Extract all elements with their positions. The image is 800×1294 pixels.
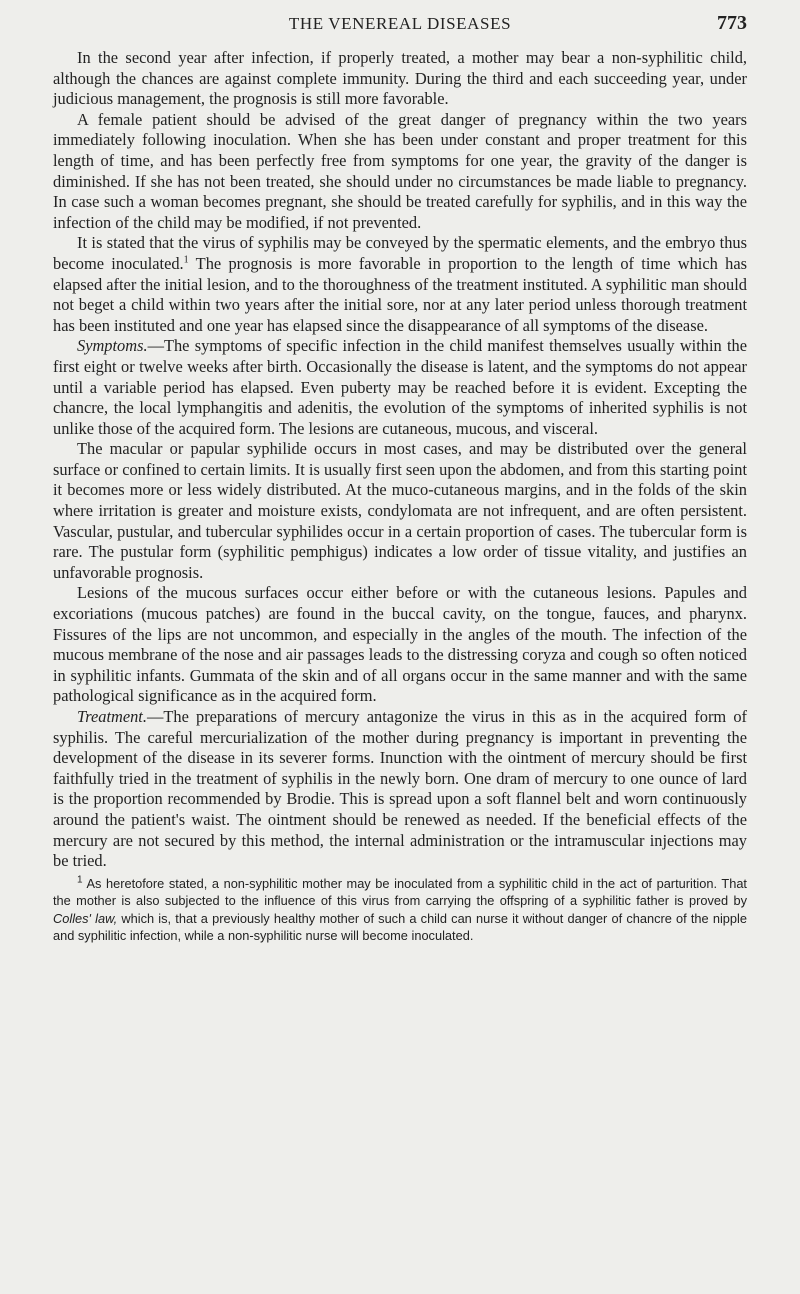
paragraph-text: —The preparations of mercury antagonize the virus in this as in the acquired form of syphilis. The careful mercurialization of the mother during pregnancy is important in preventing the development of the disease in its severer forms. Inunction with the ointment of mercury should be first faithfully tried in the treatment of syphilis in the newly born. One dram of mercury to one ounce of lard is the proportion recommended by Brodie. This is spread upon a soft flannel belt and worn continuously around the patient's waist. The ointment should be renewed as needed. If the beneficial effects of the mercury are not secured by this method, the internal administration or the intramuscular injections may be tried.: [53, 707, 747, 871]
page-header: [53, 8, 747, 48]
paragraph: The macular or papular syphilide occurs in most cases, and may be distributed over the general surface or confined to certain limits. It is usually first seen upon the abdomen, and from this starting point it becomes more or less widely distributed. At the muco-cutaneous margins, and in the folds of the skin where irritation is greater and moisture exists, condylomata are not infrequent, and are often persistent. Vascular, pustular, and tubercular syphilides occur in a certain proportion of cases. The tubercular form is rare. The pustular form (syphilitic pemphigus) indicates a low order of tissue vitality, and justifies an unfavorable prognosis.: [53, 439, 747, 582]
running-head: THE VENEREAL DISEASES: [288, 14, 512, 33]
paragraph-text: —The symptoms of specific infection in the child manifest themselves usually within the first eight or twelve weeks after birth. Occasionally the disease is latent, and the symptoms do not appear until a variable period has elapsed. Even puberty may be reached before it is evident. Excepting the chancre, the local lymphangitis and adenitis, the evolution of the symptoms of inherited syphilis is not unlike those of the acquired form. The lesions are cutaneous, mucous, and visceral.: [53, 336, 747, 438]
section-heading-symptoms: Symptoms.: [77, 336, 148, 356]
footnote-text: As heretofore stated, a non-syphilitic mother may be inoculated from a syphilitic child in the act of parturition. That the mother is also subjected to the influence of this virus from carrying the offspring of a syphilitic father is proved by: [53, 875, 747, 909]
footnote: [53, 875, 747, 945]
paragraph: Lesions of the mucous surfaces occur either before or with the cutaneous lesions. Papules and excoriations (mucous patches) are found in the buccal cavity, on the tongue, fauces, and pharynx. Fissures of the lips are not uncommon, and especially in the angles of the mouth. The infection of the mucous membrane of the nose and air passages leads to the distressing coryza and cough so often noticed in syphilitic infants. Gummata of the skin and of all organs occur in the same manner and with the same pathological significance as in the acquired form.: [53, 583, 747, 706]
footnote-reference: 1: [183, 254, 189, 266]
paragraph: [53, 336, 747, 439]
paragraph: A female patient should be advised of the great danger of pregnancy within the two years immediately following inoculation. When she has been under constant and proper treatment for this length of time, and has been perfectly free from symptoms for one year, the gravity of the danger is diminished. If she has not been treated, she should under no circumstances be made liable to pregnancy. In case such a woman becomes pregnant, she should be treated carefully for syphilis, and in this way the infection of the child may be modified, if not prevented.: [53, 109, 747, 232]
paragraph-text: It is stated that the virus of syphilis may be conveyed by the spermatic elements, and the embryo thus become inoculated.: [53, 233, 747, 273]
footnote-law-name: Colles' law,: [53, 910, 118, 926]
paragraph-text: The prognosis is more favorable in proportion to the length of time which has elapsed after the initial lesion, and to the thoroughness of the treatment instituted. A syphilitic man should not beget a child within two years after the initial sore, nor at any later period unless thorough treatment has been instituted and one year has elapsed since the disappearance of all symptoms of the disease.: [53, 253, 747, 335]
section-heading-treatment: Treatment.: [77, 707, 147, 726]
paragraph: [53, 233, 747, 336]
footnote-marker: 1: [77, 874, 83, 886]
paragraph: In the second year after infection, if properly treated, a mother may bear a non-syphilitic child, although the chances are against complete immunity. During the third and each succeeding year, under judicious management, the prognosis is still more favorable.: [53, 48, 747, 109]
page-number: 773: [717, 12, 747, 34]
body-text: [53, 48, 747, 872]
footnote-text: which is, that a previously healthy mother of such a child can nurse it without danger of chancre of the nipple and syphilitic infection, while a non-syphilitic nurse will become inoculated.: [53, 910, 748, 943]
paragraph: [53, 707, 747, 872]
